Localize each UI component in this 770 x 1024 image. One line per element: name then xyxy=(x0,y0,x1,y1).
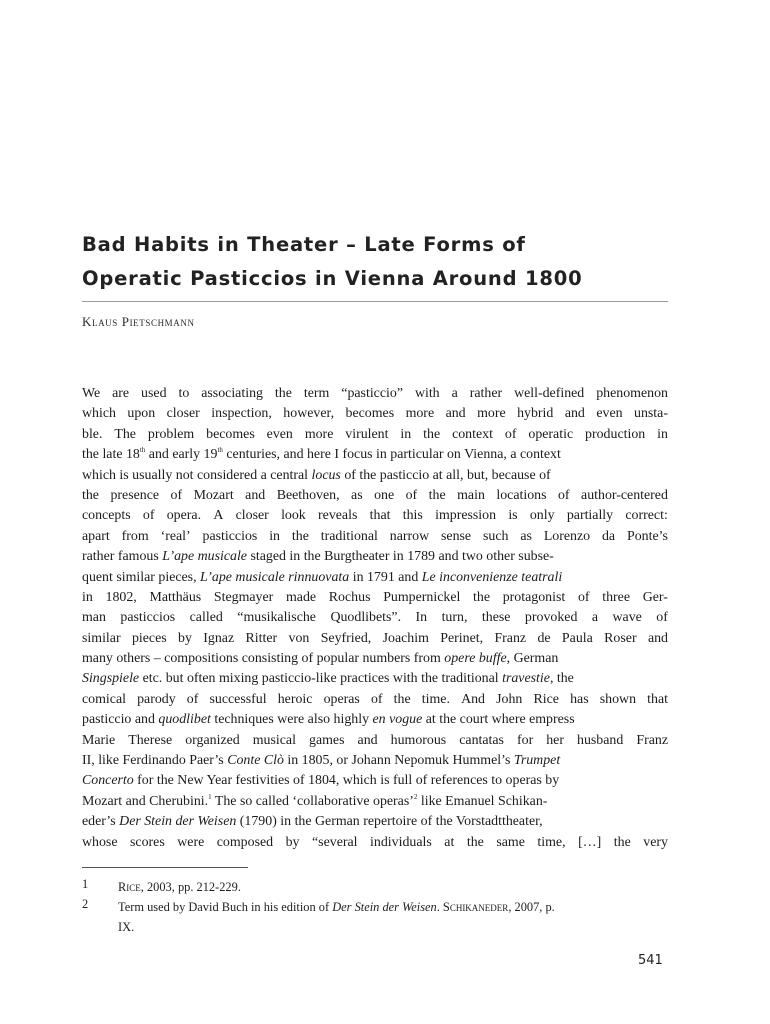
word: phenomenon xyxy=(596,386,668,401)
word: the xyxy=(291,528,309,544)
word: John xyxy=(496,691,523,707)
footnote-number: 2 xyxy=(82,897,89,911)
word: which xyxy=(82,406,116,422)
word: closer xyxy=(235,508,269,524)
word: these xyxy=(481,610,511,626)
word: 1802, xyxy=(105,589,137,605)
word: Perinet, xyxy=(440,630,484,646)
word: rather xyxy=(469,386,503,401)
footnote-text: Term used by David Buch in his edition of Der Stein der Weisen. Schikaneder, 2007, p. IX. xyxy=(118,900,555,934)
word: more xyxy=(477,406,506,422)
word: opera. xyxy=(166,508,202,524)
word: has xyxy=(570,691,589,707)
text-line xyxy=(82,425,668,445)
word: of xyxy=(170,487,183,503)
footnote-text: Rice, 2003, pp. 212-229. xyxy=(118,880,241,894)
word: in xyxy=(269,528,281,544)
text-line: which is usually not considered a central locus of the pasticcio at all, but, because of xyxy=(82,467,551,483)
word: hybrid xyxy=(517,406,554,422)
word: impression xyxy=(435,508,497,524)
word: of xyxy=(504,426,517,442)
word: this xyxy=(402,508,423,524)
word: “pasticcio” xyxy=(341,386,403,401)
word: operas xyxy=(323,691,360,707)
word: locations xyxy=(496,487,547,503)
word: wave xyxy=(612,610,642,626)
word: in xyxy=(657,426,668,442)
word: even xyxy=(596,406,623,422)
word: of xyxy=(370,691,383,707)
word: Pumpernickel xyxy=(383,589,461,605)
word: context xyxy=(452,426,493,442)
word: In xyxy=(415,610,428,626)
word: however, xyxy=(283,406,335,422)
word: as xyxy=(351,487,363,503)
word: successful xyxy=(209,691,267,707)
word: with xyxy=(414,386,440,401)
word: virulent xyxy=(345,426,389,442)
word: ‘real’ xyxy=(160,528,191,544)
text-line: the late 18th and early 19th centuries, and here I focus in particular on Vienna, a context xyxy=(82,446,561,463)
word: Therese xyxy=(128,732,173,748)
word: sense xyxy=(441,528,472,544)
word: time. xyxy=(421,691,450,707)
word: of xyxy=(186,691,199,707)
text-line xyxy=(82,731,668,751)
text-line xyxy=(82,608,668,628)
word: inspection, xyxy=(211,406,272,422)
word: Matthäus xyxy=(149,589,202,605)
word: Franz xyxy=(494,630,527,646)
word: correct: xyxy=(625,508,668,524)
word: and xyxy=(357,732,378,748)
word: Lorenzo xyxy=(543,528,591,544)
text-line: II, like Ferdinando Paer’s Conte Clò in 1805, or Johann Nepomuk Hummel’s Trumpet xyxy=(82,753,561,769)
word: Rochus xyxy=(328,589,371,605)
word: and xyxy=(564,406,585,422)
text-line xyxy=(82,506,668,526)
word: parody xyxy=(137,691,176,707)
footnote-number: 1 xyxy=(82,877,89,891)
word: her xyxy=(546,732,564,748)
word: as xyxy=(520,528,532,544)
word: and xyxy=(245,487,266,503)
word: […] xyxy=(578,834,602,850)
word: more xyxy=(405,406,435,422)
word: closer xyxy=(166,406,200,422)
footnote-ref[interactable]: 2 xyxy=(413,792,418,801)
word: one xyxy=(374,487,395,503)
word: de xyxy=(537,630,551,646)
word: upon xyxy=(127,406,156,422)
text-line xyxy=(82,833,668,853)
word: to xyxy=(178,386,190,401)
word: the xyxy=(428,487,446,503)
word: protagonist xyxy=(502,589,566,605)
word: pieces xyxy=(131,630,167,646)
word: from xyxy=(121,528,149,544)
word: Quodlibets”. xyxy=(330,610,402,626)
word: Ponte’s xyxy=(627,528,668,544)
word: similar xyxy=(82,630,121,646)
word: used xyxy=(141,386,167,401)
word: And xyxy=(461,691,485,707)
word: called xyxy=(189,610,223,626)
word: operatic xyxy=(528,426,574,442)
word: whose xyxy=(82,834,118,850)
word: a xyxy=(591,610,599,626)
word: time, xyxy=(537,834,566,850)
word: musical xyxy=(252,732,296,748)
word: the xyxy=(613,834,631,850)
word: problem xyxy=(147,426,195,442)
word: organized xyxy=(185,732,240,748)
word: is xyxy=(508,508,518,524)
word: The xyxy=(114,426,136,442)
word: of xyxy=(405,487,418,503)
text-line xyxy=(82,588,668,608)
body-text xyxy=(82,384,668,853)
word: heroic xyxy=(277,691,313,707)
word: composed xyxy=(216,834,274,850)
author-name: Klaus Pietschmann xyxy=(82,314,195,329)
text-line: eder’s Der Stein der Weisen (1790) in the German repertoire of the Vorstadttheater, xyxy=(82,814,543,830)
word: concepts xyxy=(82,508,131,524)
title-line: Bad Habits in Theater – Late Forms of xyxy=(82,233,526,256)
text-line xyxy=(82,384,668,404)
word: production xyxy=(585,426,646,442)
word: ble. xyxy=(82,426,103,442)
word: cantatas xyxy=(459,732,504,748)
word: a xyxy=(451,386,458,401)
chapter-title xyxy=(82,228,682,296)
word: in xyxy=(82,589,93,605)
word: very xyxy=(643,834,668,850)
word: individuals xyxy=(370,834,432,850)
word: becomes xyxy=(206,426,255,442)
page-number: 541 xyxy=(638,953,663,968)
title-rule xyxy=(82,301,668,302)
word: comical xyxy=(82,691,126,707)
word: the xyxy=(423,426,441,442)
word: “several xyxy=(312,834,358,850)
word: the xyxy=(274,386,292,401)
word: the xyxy=(82,487,99,503)
word: traditional xyxy=(320,528,378,544)
word: and xyxy=(647,630,668,646)
word: and xyxy=(445,406,466,422)
word: associating xyxy=(201,386,263,401)
word: unsta- xyxy=(634,406,668,422)
word: by xyxy=(285,834,300,850)
text-line: Mozart and Cherubini.$^1$ The so called ‘collaborative operas’$^2$ like Emanuel Schikan- xyxy=(82,792,548,809)
word: Rice xyxy=(533,691,559,707)
word: apart xyxy=(82,528,110,544)
word: presence xyxy=(110,487,160,503)
word: scores xyxy=(130,834,165,850)
word: term xyxy=(303,386,330,401)
word: husband xyxy=(577,732,624,748)
text-line: Singspiele etc. but often mixing pasticcio-like practices with the traditional travestie, the xyxy=(82,671,574,687)
word: reveals xyxy=(318,508,358,524)
word: that xyxy=(647,691,668,707)
word: Franz xyxy=(636,732,668,748)
text-line: Concerto for the New Year festivities of 1804, which is full of references to operas by xyxy=(82,773,560,789)
word: the xyxy=(473,589,491,605)
word: three xyxy=(602,589,630,605)
word: provoked xyxy=(524,610,578,626)
word: of xyxy=(142,508,155,524)
word: We xyxy=(82,386,101,401)
text-line: quent similar pieces, L’ape musicale rinnuovata in 1791 and Le inconvenienze teatrali xyxy=(82,569,563,585)
text-line xyxy=(82,404,668,424)
title-line: Operatic Pasticcios in Vienna Around 1800 xyxy=(82,267,583,290)
word: more xyxy=(304,426,334,442)
text-line xyxy=(82,690,668,710)
word: becomes xyxy=(345,406,395,422)
word: of xyxy=(577,589,590,605)
word: Ger- xyxy=(642,589,668,605)
word: main xyxy=(457,487,485,503)
word: by xyxy=(178,630,192,646)
word: “musikalische xyxy=(237,610,316,626)
word: shown xyxy=(599,691,637,707)
word: look xyxy=(281,508,306,524)
word: for xyxy=(517,732,534,748)
text-line xyxy=(82,629,668,649)
word: of xyxy=(557,487,570,503)
word: games xyxy=(309,732,345,748)
word: such xyxy=(482,528,509,544)
text-line xyxy=(82,527,668,547)
word: narrow xyxy=(389,528,430,544)
text-line: rather famous L’ape musicale staged in the Burgtheater in 1789 and two other subse- xyxy=(82,549,554,565)
word: Ignaz xyxy=(203,630,235,646)
word: are xyxy=(112,386,130,401)
word: partially xyxy=(566,508,614,524)
word: only xyxy=(529,508,555,524)
word: Ritter xyxy=(245,630,278,646)
text-line: many others – compositions consisting of popular numbers from opere buffe, German xyxy=(82,651,559,667)
word: made xyxy=(286,589,317,605)
text-line: pasticcio and quodlibet techniques were also highly en vogue at the court where empress xyxy=(82,712,575,728)
word: at xyxy=(444,834,455,850)
word: pasticcios xyxy=(120,610,176,626)
word: Stegmayer xyxy=(213,589,274,605)
word: the xyxy=(393,691,411,707)
word: Marie xyxy=(82,732,116,748)
word: turn, xyxy=(441,610,468,626)
footnote-rule xyxy=(82,867,248,868)
word: man xyxy=(82,610,106,626)
word: well-defined xyxy=(514,386,585,401)
word: of xyxy=(656,610,668,626)
word: humorous xyxy=(390,732,447,748)
word: were xyxy=(177,834,205,850)
word: the xyxy=(466,834,484,850)
word: Mozart xyxy=(193,487,234,503)
word: Seyfried, xyxy=(320,630,372,646)
word: von xyxy=(288,630,310,646)
word: Paula xyxy=(561,630,593,646)
word: that xyxy=(369,508,391,524)
word: same xyxy=(496,834,525,850)
word: Beethoven, xyxy=(276,487,340,503)
word: author-centered xyxy=(581,487,668,503)
footnote-ref[interactable]: 1 xyxy=(208,792,212,801)
word: in xyxy=(400,426,412,442)
word: Joachim xyxy=(382,630,429,646)
word: even xyxy=(266,426,293,442)
word: da xyxy=(601,528,616,544)
word: A xyxy=(213,508,224,524)
word: pasticcios xyxy=(202,528,258,544)
word: Roser xyxy=(604,630,637,646)
text-line xyxy=(82,486,668,506)
